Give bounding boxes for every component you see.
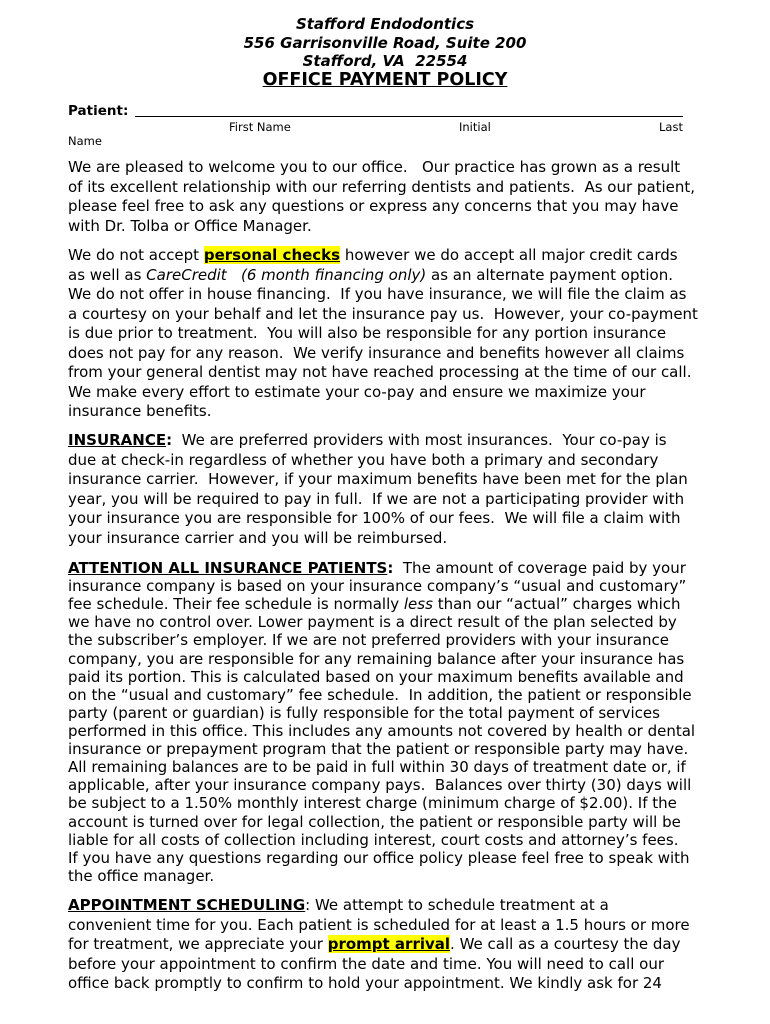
text-line: [68, 529, 708, 549]
last-name-label-continued: Name: [68, 134, 102, 148]
text-line: [68, 158, 708, 178]
text-line: [68, 509, 708, 529]
text-line: [68, 740, 708, 758]
text-run: We are pleased to welcome you to our office. Our practice has grown as a result: [68, 158, 681, 176]
text-run: insurance company is based on your insurance company’s “usual and customary”: [68, 577, 687, 596]
text-line: [68, 363, 708, 383]
text-run: the subscriber’s employer. If we are not preferred providers with your insurance: [68, 631, 669, 650]
text-run: performed in this office. This includes any amounts not covered by health or dental: [68, 721, 696, 740]
text-run: with Dr. Tolba or Office Manager.: [68, 216, 312, 235]
text-run: insurance or prepayment program that the patient or responsible party may have.: [68, 740, 689, 759]
text-line: [68, 613, 708, 631]
text-line: [68, 668, 708, 686]
text-line: [68, 867, 708, 885]
text-run: as well as: [68, 265, 147, 284]
text-line: [68, 178, 708, 198]
text-run: on the “usual and customary” fee schedule. In addition, the patient or responsible: [68, 685, 692, 704]
text-run: applicable, after your insurance company pays. Balances over thirty (30) days will: [68, 776, 692, 795]
insurance-patients-paragraph: [68, 559, 708, 885]
text-line: [68, 595, 708, 613]
text-line: [68, 285, 708, 305]
text-run: convenient time for you. Each patient is scheduled for at least a 1.5 hours or more: [68, 915, 690, 934]
text-line: [68, 631, 708, 649]
patient-label: Patient:: [68, 103, 129, 119]
text-line: [68, 955, 708, 975]
practice-address-line-2: Stafford, VA 22554: [302, 52, 468, 70]
text-line: [68, 470, 708, 490]
text-line: [68, 650, 708, 668]
text-run: your insurance you are responsible for 100% of our fees. We will file a claim with: [68, 509, 681, 527]
practice-name: Stafford Endodontics: [295, 15, 475, 33]
insurance-paragraph: [68, 431, 708, 548]
section-heading: ATTENTION ALL INSURANCE PATIENTS: [68, 559, 388, 577]
section-heading: INSURANCE: [68, 431, 167, 449]
text-line: [68, 935, 708, 955]
text-line: [68, 974, 708, 994]
practice-address-line-1: 556 Garrisonville Road, Suite 200: [243, 34, 527, 52]
text-line: [68, 490, 708, 510]
text-run: please feel free to ask any questions or express any concerns that you may have: [68, 197, 679, 215]
initial-label: Initial: [459, 120, 491, 134]
text-line: [68, 722, 708, 740]
text-run: . We call as a courtesy the day: [450, 935, 681, 953]
text-run: for treatment, we appreciate your: [68, 935, 328, 953]
text-run: : We attempt to schedule treatment at a: [305, 896, 609, 914]
text-line: [68, 383, 708, 403]
text-line: [68, 704, 708, 722]
welcome-paragraph: [68, 158, 708, 236]
text-line: [68, 324, 708, 344]
text-run: due at check-in regardless of whether you have both a primary and secondary: [68, 450, 659, 469]
text-run: We do not accept: [68, 246, 204, 264]
text-line: [68, 344, 708, 364]
text-run: insurance benefits.: [68, 402, 212, 420]
text-line: [68, 402, 708, 422]
italic-text: less: [403, 595, 433, 614]
text-line: [68, 431, 708, 451]
appointment-scheduling-paragraph: [68, 896, 708, 994]
text-run: company, you are responsible for any remaining balance after your insurance has: [68, 649, 685, 668]
text-run: does not pay for any reason. We verify insurance and benefits however all claims: [68, 343, 685, 362]
text-run: be subject to a 1.50% monthly interest charge (minimum charge of $2.00). If the: [68, 794, 677, 813]
text-line: [68, 794, 708, 812]
text-run: The amount of coverage paid by your: [393, 559, 686, 577]
text-line: [68, 246, 708, 266]
text-run: your insurance carrier and you will be reimbursed.: [68, 528, 448, 547]
text-run: the office manager.: [68, 866, 215, 885]
text-run: as an alternate payment option.: [426, 265, 674, 284]
text-run: however we do accept all major credit cards: [340, 246, 678, 264]
payment-terms-paragraph: [68, 246, 708, 422]
text-run: If you have any questions regarding our office policy please feel free to speak with: [68, 848, 690, 867]
text-line: [68, 266, 708, 286]
text-line: [68, 686, 708, 704]
text-run: insurance carrier. However, if your maximum benefits have been met for the plan: [68, 470, 688, 488]
text-run: We make every effort to estimate your co-pay and ensure we maximize your: [68, 382, 646, 401]
bold-text: :: [166, 431, 173, 449]
text-run: is due prior to treatment. You will also be responsible for any portion insurance: [68, 324, 667, 342]
section-heading: APPOINTMENT SCHEDULING: [68, 896, 306, 914]
text-line: [68, 831, 708, 849]
highlighted-text: prompt arrival: [327, 935, 451, 953]
document-title: OFFICE PAYMENT POLICY: [262, 70, 508, 90]
text-run: account is turned over for legal collection, the patient or responsible party will be: [68, 812, 681, 831]
text-line: [68, 451, 708, 471]
text-line: [68, 776, 708, 794]
text-run: office back promptly to confirm to hold your appointment. We kindly ask for 24: [68, 974, 662, 992]
text-run: liable for all costs of collection including interest, court costs and attorney’s fees.: [68, 830, 679, 849]
highlighted-text: personal checks: [203, 246, 341, 264]
text-line: [68, 305, 708, 325]
text-run: year, you will be required to pay in full. If we are not a participating provider with: [68, 489, 685, 508]
text-run: We are preferred providers with most insurances. Your co-pay is: [172, 431, 667, 449]
first-name-label: First Name: [229, 120, 291, 134]
text-line: [68, 896, 708, 916]
last-name-label: Last: [659, 120, 683, 134]
text-run: of its excellent relationship with our referring dentists and patients. As our patient,: [68, 177, 696, 196]
text-line: [68, 577, 708, 595]
text-line: [68, 849, 708, 867]
text-run: before your appointment to confirm the date and time. You will need to call our: [68, 954, 665, 973]
text-run: we have no control over. Lower payment is a direct result of the plan selected by: [68, 613, 677, 632]
text-line: [68, 559, 708, 577]
patient-name-line: [135, 116, 683, 117]
text-line: [68, 758, 708, 776]
text-run: All remaining balances are to be paid in full within 30 days of treatment date or, if: [68, 758, 686, 777]
text-run: fee schedule. Their fee schedule is normally: [68, 595, 404, 614]
text-line: [68, 813, 708, 831]
text-run: paid its portion. This is calculated based on your maximum benefits available and: [68, 667, 684, 686]
text-line: [68, 217, 708, 237]
text-run: party (parent or guardian) is fully responsible for the total payment of services: [68, 703, 660, 722]
text-line: [68, 916, 708, 936]
text-run: We do not offer in house financing. If you have insurance, we will file the claim as: [68, 285, 687, 303]
bold-text: :: [387, 559, 394, 577]
text-run: from your general dentist may not have reached processing at the time of our call.: [68, 363, 692, 381]
italic-text: CareCredit (6 month financing only): [146, 265, 427, 284]
text-line: [68, 197, 708, 217]
text-run: than our “actual” charges which: [432, 595, 681, 614]
text-run: a courtesy on your behalf and let the insurance pay us. However, your co-payment: [68, 304, 698, 323]
